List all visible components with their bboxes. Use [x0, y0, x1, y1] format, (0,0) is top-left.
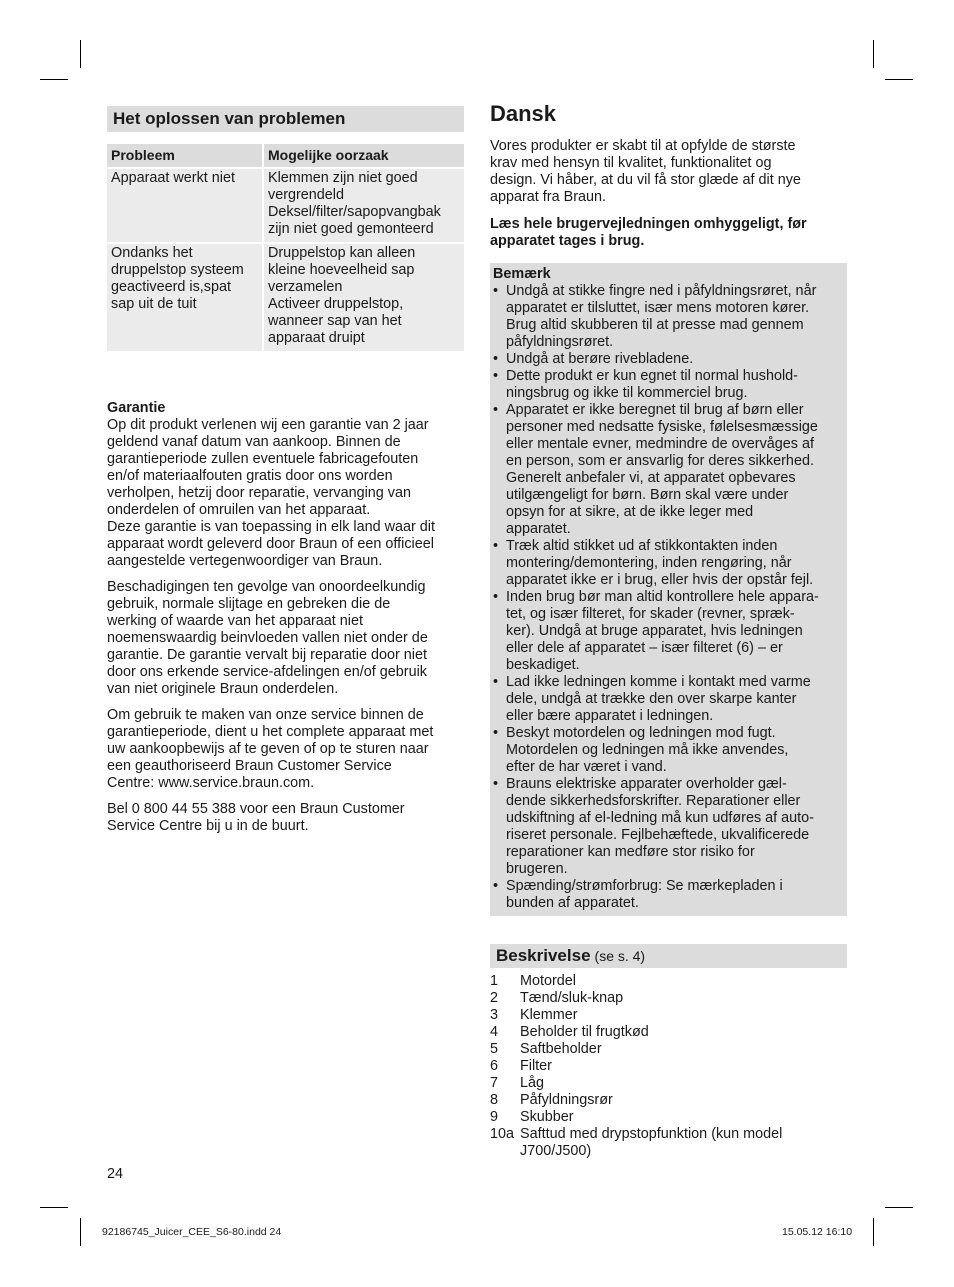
guarantee-section: [107, 400, 464, 835]
part-name: [520, 990, 623, 1007]
cell-line: kleine hoeveelheid sap: [268, 262, 415, 278]
bullet: •: [493, 878, 499, 894]
cell-line: Activeer druppelstop,: [268, 296, 404, 312]
text-line: ningsbrug og ikke til kommerciel brug.: [506, 385, 748, 401]
crop-mark: [873, 40, 874, 68]
problem-cell: [107, 244, 262, 351]
description-page-ref: (se s. 4): [594, 948, 646, 964]
text-line: eller dele af apparatet – især filteret (6) – er: [506, 640, 783, 656]
list-item: [493, 589, 843, 674]
text-line: Bel 0 800 44 55 388 voor een Braun Customer: [107, 801, 405, 817]
list-item: [493, 538, 843, 589]
list-item: [493, 402, 843, 538]
crop-mark: [885, 79, 913, 80]
text-line: Om gebruik te maken van onze service binnen de: [107, 707, 424, 723]
text-line: werking of waarde van het apparaat niet: [107, 613, 363, 629]
bullet: •: [493, 402, 499, 418]
text-line: onderdelen of omruilen van het apparaat.: [107, 502, 371, 518]
text-line: Tænd/sluk-knap: [520, 990, 624, 1006]
text-line: door ons erkende service-afdelingen en/of gebruik: [107, 664, 427, 680]
text-line: verholpen, hetzij door reparatie, vervanging van: [107, 485, 411, 501]
bullet: •: [493, 725, 499, 741]
text-line: Centre: www.service.braun.com.: [107, 775, 315, 791]
text-line: ker). Undgå at bruge apparatet, hvis ledningen: [506, 623, 803, 639]
text-line: eller mentale evner, medmindre de overvåges af: [506, 436, 814, 452]
part-name: [520, 1092, 613, 1109]
text-line: Filter: [520, 1058, 552, 1074]
table-header-problem: Probleem: [107, 144, 262, 167]
text-line: apparatet.: [506, 521, 571, 537]
text-line: Generelt anbefaler vi, at apparatet opbevares: [506, 470, 796, 486]
note-title: Bemærk: [493, 266, 551, 282]
part-number: 1: [490, 973, 499, 989]
cell-line: Klemmen zijn niet goed: [268, 170, 418, 186]
part-number: 3: [490, 1007, 499, 1023]
text-line: Beholder til frugtkød: [520, 1024, 649, 1040]
text-line: Vores produkter er skabt til at opfylde de største: [490, 138, 796, 154]
guarantee-title: Garantie: [107, 400, 166, 416]
language-title: Dansk: [490, 101, 557, 126]
text-line: Deze garantie is van toepassing in elk land waar dit: [107, 519, 435, 535]
cell-line: Apparaat werkt niet: [111, 170, 235, 186]
text-line: Lad ikke ledningen komme i kontakt med varme: [506, 674, 811, 690]
cell-line: verzamelen: [268, 279, 343, 295]
part-name: [520, 1041, 602, 1058]
text-line: Motordel: [520, 973, 576, 989]
text-line: personer med nedsatte fysiske, følelsesmæssige: [506, 419, 818, 435]
bullet: •: [493, 538, 499, 554]
text-line: Inden brug bør man altid kontrollere hele appara-: [506, 589, 819, 605]
part-number: 10a: [490, 1126, 515, 1142]
text-line: apparat fra Braun.: [490, 189, 606, 205]
text-line: Beschadigingen ten gevolge van onoordeelkundig: [107, 579, 426, 595]
list-item: [490, 990, 847, 1007]
part-number: 8: [490, 1092, 499, 1108]
text-line: Påfyldningsrør: [520, 1092, 613, 1108]
text-line: Undgå at berøre rivebladene.: [506, 351, 694, 367]
text-line: dende sikkerhedsforskrifter. Reparationer eller: [506, 793, 801, 809]
list-item: [490, 1075, 847, 1092]
text-line: Safttud med drypstopfunktion (kun model: [520, 1126, 783, 1142]
bullet: •: [493, 283, 499, 299]
problem-cell: [107, 169, 262, 242]
text-line: Dette produkt er kun egnet til normal hushold-: [506, 368, 798, 384]
cell-line: apparaat druipt: [268, 330, 365, 346]
text-line: apparatet er tilsluttet, især mens motoren kører.: [506, 300, 810, 316]
list-item: [490, 1092, 847, 1109]
troubleshooting-table: [105, 142, 466, 353]
text-line: Låg: [520, 1075, 545, 1091]
part-name: [520, 1007, 578, 1024]
part-name: [520, 1058, 552, 1075]
table-row: [107, 244, 464, 351]
text-line: aangestelde vertegenwoordiger van Braun.: [107, 553, 383, 569]
cell-line: zijn niet goed gemonteerd: [268, 221, 434, 237]
part-name: [520, 1109, 574, 1126]
bullet: •: [493, 368, 499, 384]
right-column: [490, 100, 847, 1160]
parts-list: [490, 973, 847, 1160]
list-item: [493, 674, 843, 725]
text-line: gebruik, normale slijtage en gebreken die de: [107, 596, 391, 612]
text-line: utilgængeligt for børn. Børn skal være under: [506, 487, 789, 503]
text-line: Undgå at stikke fingre ned i påfyldningsrøret, når: [506, 283, 817, 299]
guarantee-paragraph-4: [107, 801, 464, 835]
list-item: [493, 725, 843, 776]
part-number: 9: [490, 1109, 499, 1125]
text-line: apparatet ikke er i brug, eller hvis der opstår fejl.: [506, 572, 814, 588]
text-line: efter de har været i vand.: [506, 759, 667, 775]
part-name: [520, 1126, 782, 1160]
text-line: påfyldningsrøret.: [506, 334, 614, 350]
list-item: [490, 1058, 847, 1075]
text-line: garantieperiode zullen eventuele fabricagefouten: [107, 451, 419, 467]
footer-file-info: 92186745_Juicer_CEE_S6-80.indd 24: [102, 1226, 282, 1238]
bullet: •: [493, 776, 499, 792]
table-header-cause: Mogelijke oorzaak: [264, 144, 464, 167]
list-item: [493, 368, 843, 402]
safety-notes-box: [490, 263, 847, 916]
text-line: Klemmer: [520, 1007, 578, 1023]
text-line: Service Centre bij u in de buurt.: [107, 818, 309, 834]
bullet: •: [493, 674, 499, 690]
part-name: [520, 973, 576, 990]
text-line: tet, og især filteret, for skader (revner, spræk-: [506, 606, 795, 622]
text-line: Motordelen og ledningen må ikke anvendes,: [506, 742, 789, 758]
guarantee-paragraph-1: [107, 417, 464, 570]
text-line: bunden af apparatet.: [506, 895, 639, 911]
text-line: udskiftning af el-ledning må kun udføres af auto-: [506, 810, 814, 826]
part-name: [520, 1024, 649, 1041]
text-line: garantie. De garantie vervalt bij reparatie door niet: [107, 647, 427, 663]
text-line: apparatet tages i brug.: [490, 233, 645, 249]
crop-mark: [80, 40, 81, 68]
left-column: [107, 106, 464, 844]
list-item: [490, 1041, 847, 1058]
cell-line: sap uit de tuit: [111, 296, 197, 312]
crop-mark: [40, 1207, 68, 1208]
list-item: [493, 351, 843, 368]
text-line: noemenswaardig beinvloeden vallen niet onder de: [107, 630, 428, 646]
text-line: beskadiget.: [506, 657, 580, 673]
cause-cell: [264, 169, 464, 242]
part-number: 6: [490, 1058, 499, 1074]
text-line: van niet originele Braun onderdelen.: [107, 681, 339, 697]
part-number: 5: [490, 1041, 499, 1057]
crop-mark: [80, 1218, 81, 1246]
text-line: Op dit produkt verlenen wij een garantie van 2 jaar: [107, 417, 429, 433]
text-line: en person, som er ansvarlig for deres sikkerhed.: [506, 453, 814, 469]
bullet: •: [493, 351, 499, 367]
text-line: J700/J500): [520, 1143, 592, 1159]
troubleshooting-heading: Het oplossen van problemen: [107, 106, 464, 132]
part-number: 2: [490, 990, 499, 1006]
text-line: krav med hensyn til kvalitet, funktionalitet og: [490, 155, 772, 171]
text-line: design. Vi håber, at du vil få stor glæde af dit nye: [490, 172, 801, 188]
cause-cell: [264, 244, 464, 351]
part-name: [520, 1075, 544, 1092]
page-number: 24: [107, 1166, 124, 1182]
text-line: reparationer kan medføre stor risiko for: [506, 844, 755, 860]
text-line: Læs hele brugervejledningen omhyggeligt, før: [490, 216, 807, 232]
text-line: Apparatet er ikke beregnet til brug af børn eller: [506, 402, 804, 418]
text-line: geldend vanaf datum van aankoop. Binnen de: [107, 434, 401, 450]
read-instructions-note: [490, 216, 847, 250]
list-item: [493, 776, 843, 878]
part-number: 4: [490, 1024, 499, 1040]
guarantee-paragraph-2: [107, 579, 464, 698]
text-line: Spænding/strømforbrug: Se mærkepladen i: [506, 878, 783, 894]
bullet: •: [493, 589, 499, 605]
text-line: Saftbeholder: [520, 1041, 602, 1057]
text-line: en/of materiaalfouten gratis door ons worden: [107, 468, 393, 484]
table-row: [107, 169, 464, 242]
footer-timestamp: 15.05.12 16:10: [782, 1226, 853, 1238]
text-line: uw aankoopbewijs af te geven of op te sturen naar: [107, 741, 429, 757]
list-item: [490, 1109, 847, 1126]
cell-line: Druppelstop kan alleen: [268, 245, 416, 261]
cell-line: wanneer sap van het: [268, 313, 402, 329]
text-line: Brauns elektriske apparater overholder gæl-: [506, 776, 787, 792]
text-line: Træk altid stikket ud af stikkontakten inden: [506, 538, 778, 554]
guarantee-paragraph-3: [107, 707, 464, 792]
description-heading: [490, 944, 847, 968]
text-line: opsyn for at sikre, at de ikke leger med: [506, 504, 754, 520]
list-item: [490, 973, 847, 990]
crop-mark: [873, 1218, 874, 1246]
list-item: [493, 878, 843, 912]
text-line: een geauthoriseerd Braun Customer Service: [107, 758, 392, 774]
text-line: Brug altid skubberen til at presse mad gennem: [506, 317, 804, 333]
text-line: Skubber: [520, 1109, 574, 1125]
cell-line: Ondanks het: [111, 245, 193, 261]
text-line: garantieperiode, dient u het complete apparaat met: [107, 724, 434, 740]
part-number: 7: [490, 1075, 499, 1091]
cell-line: Deksel/filter/sapopvangbak: [268, 204, 441, 220]
text-line: brugeren.: [506, 861, 568, 877]
cell-line: vergrendeld: [268, 187, 345, 203]
list-item: [490, 1126, 847, 1160]
crop-mark: [40, 79, 68, 80]
crop-mark: [885, 1207, 913, 1208]
text-line: dele, undgå at trække den over skarpe kanter: [506, 691, 797, 707]
cell-line: geactiveerd is,spat: [111, 279, 231, 295]
cell-line: druppelstop systeem: [111, 262, 244, 278]
description-title: Beskrivelse: [496, 946, 591, 965]
text-line: eller bære apparatet i ledningen.: [506, 708, 714, 724]
intro-paragraph: [490, 138, 847, 206]
text-line: riseret personale. Fejlbehæftede, ukvalificerede: [506, 827, 810, 843]
safety-notes-list: [493, 283, 843, 912]
text-line: Beskyt motordelen og ledningen mod fugt.: [506, 725, 776, 741]
list-item: [490, 1024, 847, 1041]
text-line: montering/demontering, inden rengøring, når: [506, 555, 792, 571]
text-line: apparaat wordt geleverd door Braun of een officieel: [107, 536, 434, 552]
list-item: [490, 1007, 847, 1024]
list-item: [493, 283, 843, 351]
